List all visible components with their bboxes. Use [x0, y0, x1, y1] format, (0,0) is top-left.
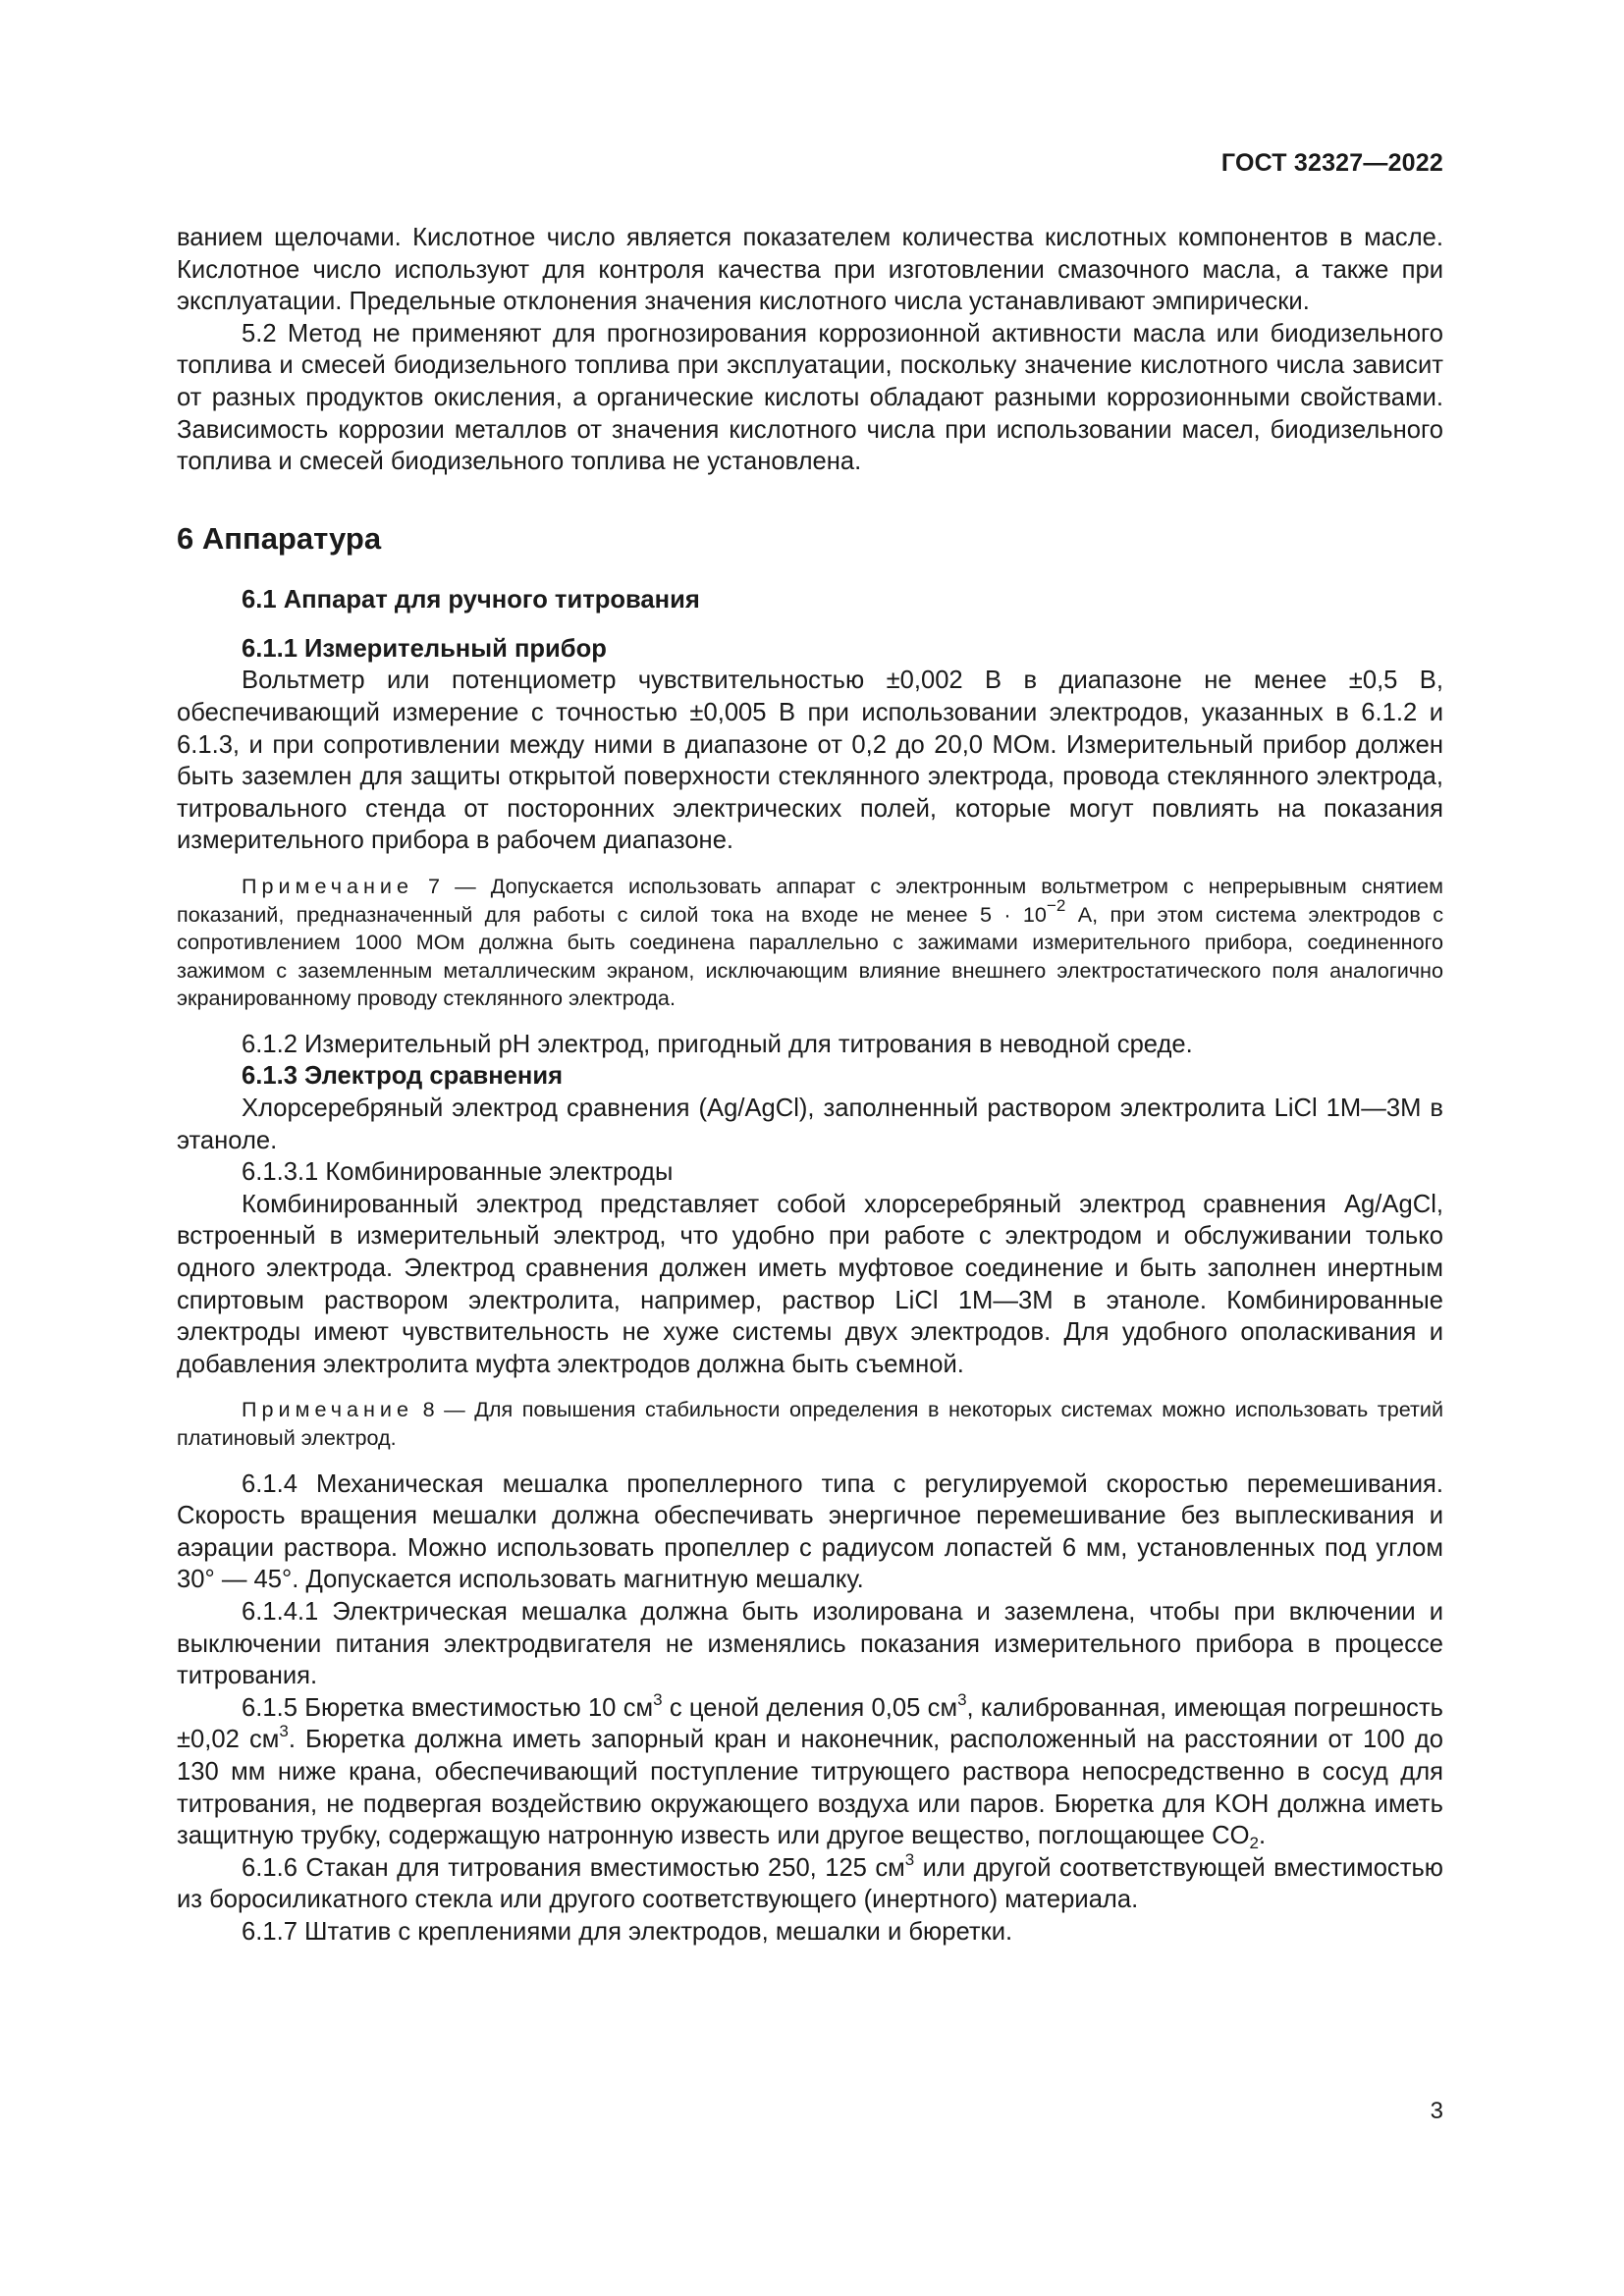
note-7-number: 7 — [428, 873, 441, 898]
paragraph-6-1-5 — [177, 1689, 1443, 1853]
p615-text-e: . — [1259, 1822, 1267, 1850]
paragraph-6-1-7: 6.1.7 Штатив с креплениями для электродов, мешалки и бюретки. — [242, 1917, 1013, 1946]
p615-text-a: 6.1.5 Бюретка вместимостью 10 см — [242, 1693, 654, 1722]
paragraph-6-1-3: Хлорсеребряный электрод сравнения (Ag/AgCl), заполненный раствором электролита LiCl 1M—3M в этаноле. — [177, 1095, 1443, 1154]
subsection-6-1-title: 6.1 Аппарат для ручного титрования — [242, 585, 700, 614]
paragraph-6-1-6 — [177, 1849, 1443, 1916]
p615-sub: 2 — [1249, 1834, 1260, 1853]
note-8-label: Примечание — [242, 1397, 413, 1422]
section-6-title: 6 Аппаратура — [177, 520, 382, 556]
subsection-6-1-1-title: 6.1.1 Измерительный прибор — [242, 634, 607, 663]
note-8-text: — Для повышения стабильности определения в некоторых системах можно использовать третий платиновый электрод. — [177, 1397, 1444, 1450]
p615-text-d: . Бюретка должна иметь запорный кран и наконечник, расположенный на расстоянии от 100 до 130 мм ниже крана, обеспечивающий поступление титрующего раствора непосредственно в сосуд для титрования, не подвергая воздействию окружающего воздуха или паров. Бюретка для KOH должна иметь защитную трубку, содержащую натронную известь или другое вещество, поглощающее CO — [177, 1726, 1443, 1850]
subsection-6-1-3-title: 6.1.3 Электрод сравнения — [242, 1062, 564, 1091]
p615-sup-2: 3 — [957, 1689, 967, 1709]
paragraph-6-1-4: 6.1.4 Механическая мешалка пропеллерного типа с регулируемой скоростью перемешивания. Скорость вращения мешалки должна обеспечивать энергичное перемешивание без выплескивания и аэрации раствора. Можно использовать пропеллер с радиусом лопастей 6 мм, установленных под углом 30° — 45°. Допускается использовать магнитную мешалку. — [177, 1469, 1443, 1594]
note-7 — [177, 873, 1443, 1013]
paragraph-5-2: 5.2 Метод не применяют для прогнозирования коррозионной активности масла или биодизельного топлива и смесей биодизельного топлива при эксплуатации, поскольку значение кислотного числа зависит от разных продуктов окисления, а органические кислоты обладают разными коррозионными свойствами. Зависимость коррозии металлов от значения кислотного числа при использовании масел, биодизельного топлива и смесей биодизельного топлива не установлена. — [177, 319, 1443, 476]
note-7-text-b: А, при этом система электродов с сопротивлением 1000 МОм должна быть соединена параллельно с зажимами измерительного прибора, соединенного зажимом с заземленным металлическим экраном, исключающим влияние внешнего электростатического поля аналогично экранированному проводу стеклянного электрода. — [177, 901, 1443, 1011]
note-8-number: 8 — [422, 1397, 435, 1422]
paragraph-intro-continued: ванием щелочами. Кислотное число является показателем количества кислотных компонентов в масле. Кислотное число используют для контроля качества при изготовлении смазочного масла, а также при эксплуатации. Предельные отклонения значения кислотного числа устанавливают эмпирически. — [177, 224, 1443, 316]
p615-sup-1: 3 — [653, 1689, 663, 1709]
paragraph-6-1-1: Вольтметр или потенциометр чувствительностью ±0,002 В в диапазоне не менее ±0,5 В, обеспечивающий измерение с точностью ±0,005 В при использовании электродов, указанных в 6.1.2 и 6.1.3, и при сопротивлении между ними в диапазоне от 0,2 до 20,0 МОм. Измерительный прибор должен быть заземлен для защиты открытой поверхности стеклянного электрода, провода стеклянного электрода, титровального стенда от посторонних электрических полей, которые могут повлиять на показания измерительного прибора в рабочем диапазоне. — [177, 667, 1443, 855]
document-id-header: ГОСТ 32327—2022 — [1220, 149, 1443, 177]
p615-sup-3: 3 — [279, 1722, 289, 1741]
p616-sup: 3 — [904, 1849, 915, 1869]
note-7-exponent: −2 — [1046, 895, 1066, 915]
note-7-label: Примечание — [242, 873, 413, 898]
p616-text-a: 6.1.6 Стакан для титрования вместимостью 250, 125 см — [242, 1853, 905, 1882]
note-7-text-a: — Допускается использовать аппарат с электронным вольтметром с непрерывным снятием показаний, предназначенный для работы с силой тока на входе не менее 5 · 10 — [177, 873, 1443, 927]
p615-text-b: с ценой деления 0,05 см — [662, 1693, 958, 1722]
p615-text-c: , калиброванная, имеющая погрешность ±0,02 см — [177, 1693, 1443, 1754]
paragraph-6-1-2: 6.1.2 Измерительный рН электрод, пригодный для титрования в неводной среде. — [242, 1030, 1193, 1058]
paragraph-6-1-4-1: 6.1.4.1 Электрическая мешалка должна быть изолирована и заземлена, чтобы при включении и выключении питания электродвигателя не изменялись показания измерительного прибора в процессе титрования. — [177, 1597, 1443, 1690]
note-8 — [177, 1396, 1443, 1452]
page-number: 3 — [1430, 2098, 1443, 2124]
document-body — [177, 222, 1443, 1949]
p616-text-b: или другой соответствующей вместимостью из боросиликатного стекла или другого соответствующего (инертного) материала. — [177, 1853, 1443, 1914]
document-page — [177, 0, 1443, 2296]
subsection-6-1-3-1-title: 6.1.3.1 Комбинированные электроды — [242, 1158, 674, 1187]
paragraph-6-1-3-1: Комбинированный электрод представляет собой хлорсеребряный электрод сравнения Ag/AgCl, встроенный в измерительный электрод, что удобно при работе с электродом и обслуживании только одного электрода. Электрод сравнения должен иметь муфтовое соединение и быть заполнен инертным спиртовым раствором электролита, например, раствор LiCl 1M—3M в этаноле. Комбинированные электроды имеют чувствительность не хуже системы двух электродов. Для удобного ополаскивания и добавления электролита муфта электродов должна быть съемной. — [177, 1190, 1443, 1378]
